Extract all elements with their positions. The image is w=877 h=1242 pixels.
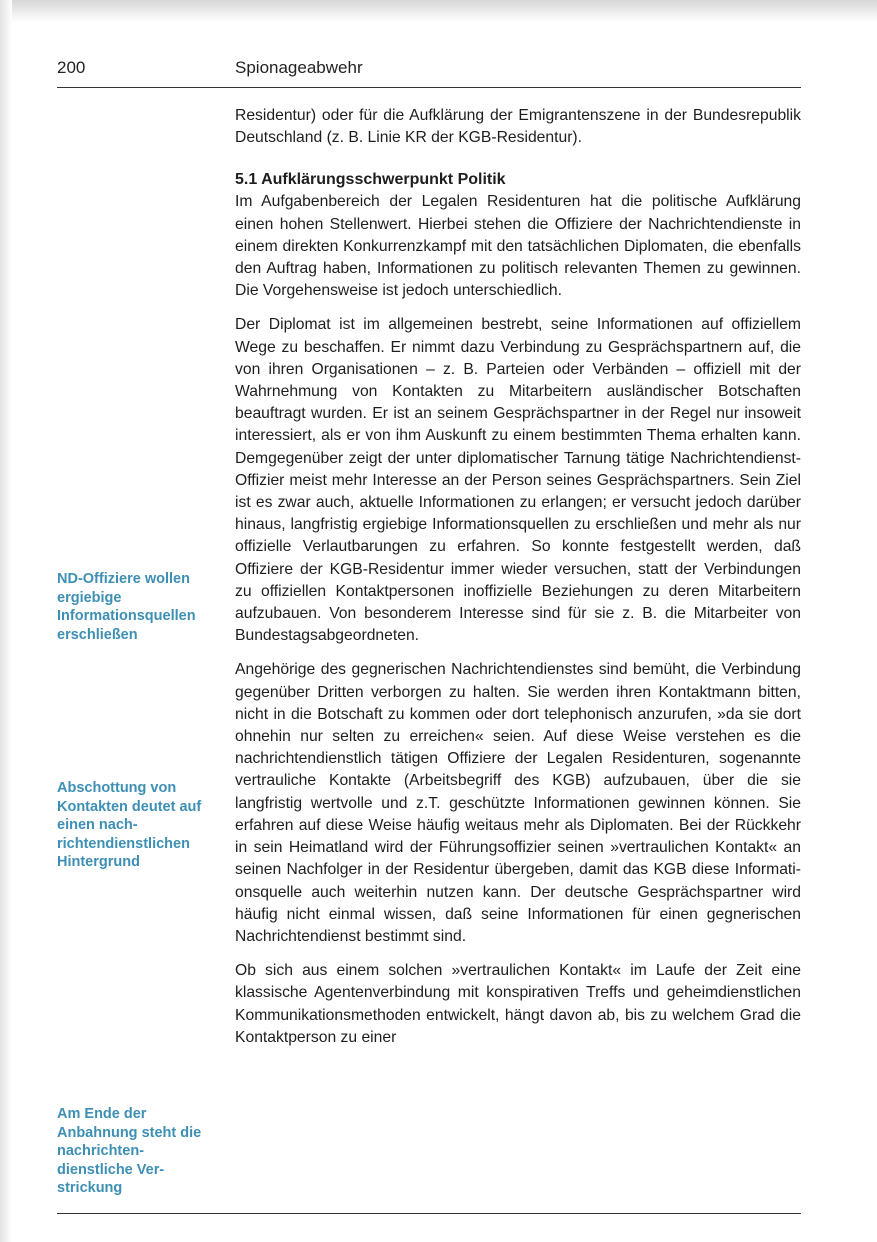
body-column <box>235 105 801 1049</box>
margin-note-1: ND-Offiziere wollen ergiebige Informationsquellen erschließen <box>57 571 196 643</box>
running-title: Spionageabwehr <box>235 58 363 77</box>
margin-note-2: Abschottung von Kontakten deutet auf einen nachrichtendienstlichen Hintergrund <box>57 780 202 870</box>
footer-rule <box>57 1213 801 1214</box>
header-rule <box>57 87 801 88</box>
page-number: 200 <box>57 58 86 77</box>
paragraph-5: Ob sich aus einem solchen »vertraulichen Kontakt« im Laufe der Zeit eine klassische Agentenverbindung mit konspirativen Treffs und geheimdienstlichen Kommunikationsmethoden entwickelt, hängt davon ab, bis zu welchem Grad die Kontaktperson zu einer <box>235 962 801 1046</box>
margin-note-3: Am Ende der Anbahnung steht die nachrichtendienstliche Verstrickung <box>57 1106 202 1196</box>
paragraph-1: Residentur) oder für die Aufklärung der Emigrantenszene in der Bundesrepublik Deutschland (z. B. Linie KR der KGB-Residentur). <box>235 107 801 147</box>
paragraph-2: Im Aufgabenbereich der Legalen Residenturen hat die politische Aufklärung einen hohen Stellenwert. Hierbei stehen die Offiziere der Nachrichtendienste in einem direkten Konkurrenzkampf mit den tatsächlichen Diplomaten, die ebenfalls den Auftrag haben, Informationen zu politisch relevanten Themen zu gewinnen. Die Vorgehensweise ist jedoch unterschiedlich. <box>235 193 801 300</box>
scan-shadow-top <box>0 0 877 22</box>
paragraph-3: Der Diplomat ist im allgemeinen bestrebt, seine Informationen auf offiziellem Wege zu beschaffen. Er nimmt dazu Verbindung zu Gesprächspartnern auf, die von ihren Organisationen – z. B. Parteien oder Verbänden – offiziell mit der Wahrnehmung von Kontakten zu Mitarbeitern ausländischer Botschaften beauftragt wurden. Er ist an seinem Gesprächspartner in der Regel nur insoweit interessiert, als er von ihm Auskunft zu einem bestimmten Thema erhalten kann. Demgegenüber zeigt der unter diplomatischer Tarnung tätige Nachrichtendienst-Offizier meist mehr Interesse an der Person seines Gesprächspartners. Sein Ziel ist es zwar auch, aktuelle Informationen zu erlangen; er versucht jedoch darüber hinaus, langfristig ergiebige Informationsquellen zu erschließen und mehr als nur offizielle Verlautbarungen zu erfahren. So konnte festgestellt werden, daß Offiziere der KGB-Residentur immer wieder versuchen, statt der Verbindungen zu offiziellen Kontaktpersonen inoffizielle Beziehungen zu deren Mitarbeitern aufzubauen. Von besonderem Interesse sind für sie z. B. die Mitarbeiter von Bundestagsabgeordneten. <box>235 316 801 645</box>
section-heading: 5.1 Aufklärungsschwerpunkt Politik <box>235 171 506 189</box>
scan-shadow-left <box>0 0 12 1242</box>
paragraph-4: Angehörige des gegnerischen Nachrichtendienstes sind bemüht, die Verbindung gegenüber Dritten verborgen zu halten. Sie werden ihren Kontaktmann bitten, nicht in die Botschaft zu kommen oder dort telephonisch anzurufen, »da sie dort ohnehin nur selten zu erreichen« seien. Auf diese Weise verstehen es die nachrichtendienstlich tätigen Offiziere der Legalen Residenturen, sogenannte vertrauliche Kontakte (Arbeitsbegriff des KGB) aufzubauen, über die sie langfristig wertvolle und z.T. geschützte Informationen gewinnen können. Sie erfahren auf diese Weise häufig weitaus mehr als Diplomaten. Bei der Rückkehr in sein Heimatland wird der Führungsoffizier seinen »vertraulichen Kontakt« an seinen Nachfolger in der Residentur übergeben, damit das KGB diese Informationsquelle auch weiterhin nutzen kann. Der deutsche Gesprächspartner wird häufig nicht einmal wissen, daß seine Informationen für einen gegnerischen Nachrichtendienst bestimmt sind. <box>235 661 801 945</box>
